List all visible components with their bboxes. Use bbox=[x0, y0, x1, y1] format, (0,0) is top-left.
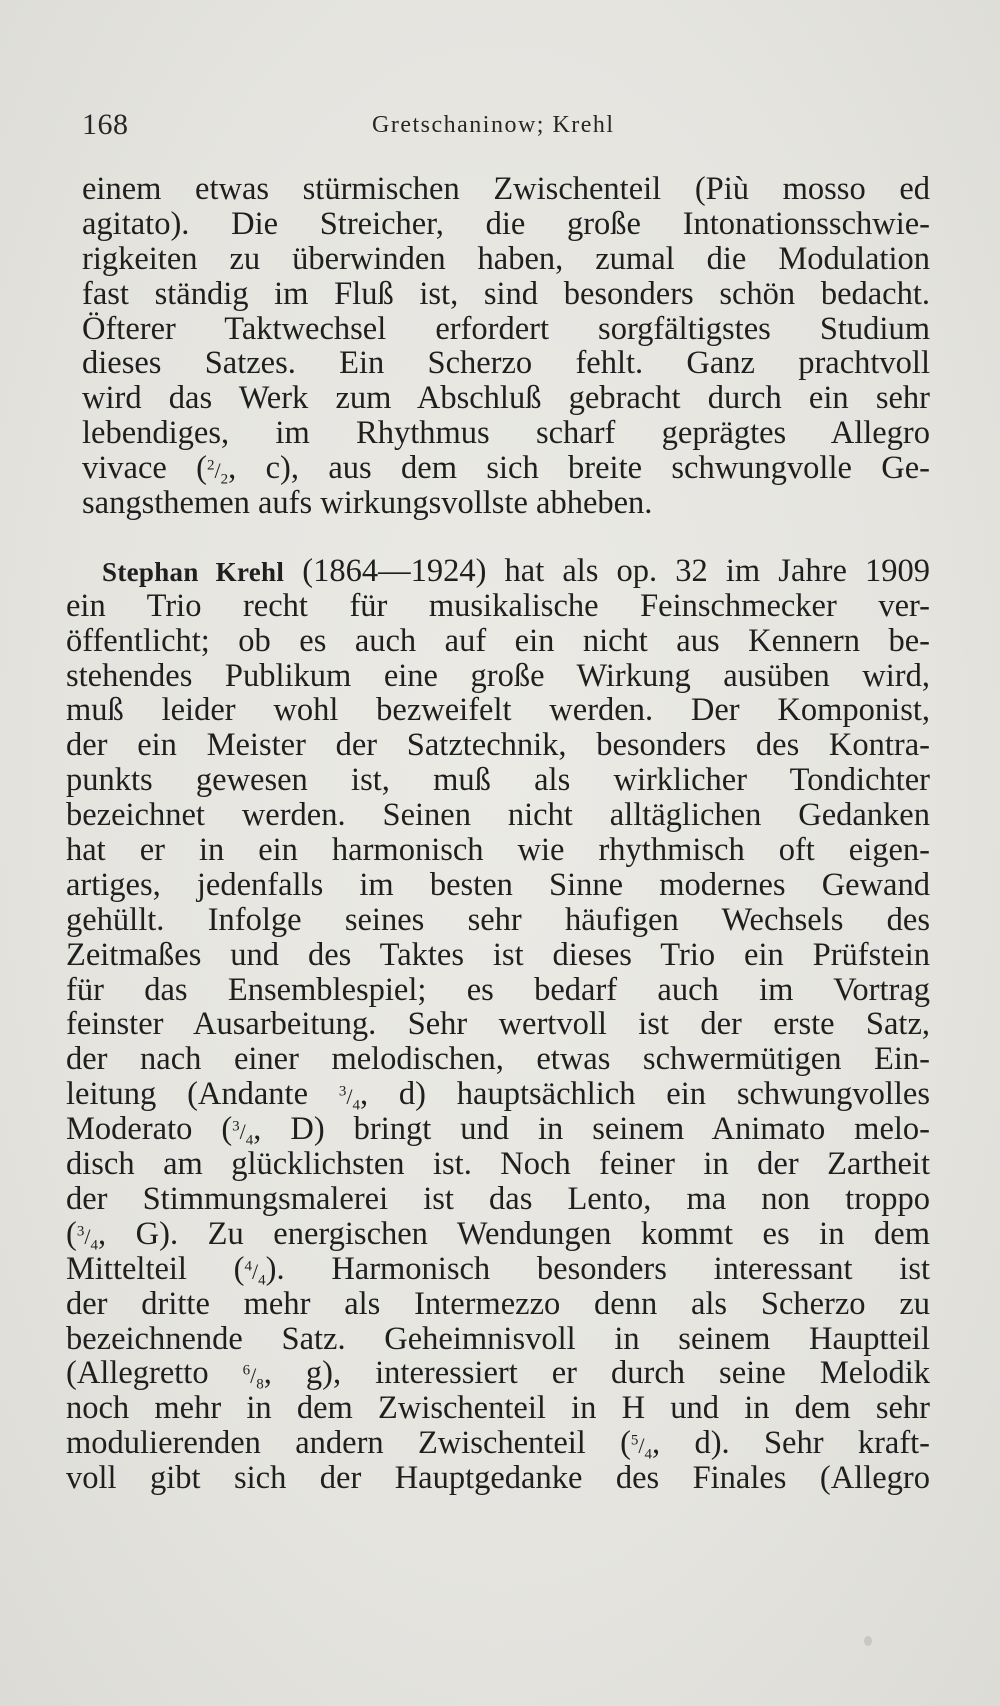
paper-speck bbox=[864, 1636, 872, 1646]
text-line: feinster Ausarbeitung. Sehr wertvoll ist der erste Satz, bbox=[66, 1006, 930, 1043]
time-signature: $^6/_8$ bbox=[242, 1363, 264, 1393]
text-line bbox=[66, 1252, 930, 1287]
fraction-numerator: 5 bbox=[630, 1432, 639, 1449]
text-segment: , d) hauptsächlich ein schwungvolles bbox=[359, 1076, 930, 1113]
text-line: agitato). Die Streicher, die große Intonationsschwie- bbox=[82, 205, 930, 242]
text-line bbox=[66, 1356, 930, 1391]
fraction-numerator: 3 bbox=[338, 1083, 347, 1100]
time-signature: $^3/_4$ bbox=[232, 1118, 254, 1149]
text-segment: , d). Sehr kraft- bbox=[652, 1425, 930, 1462]
fraction-denominator: 4 bbox=[245, 1132, 254, 1149]
fraction-numerator: 4 bbox=[244, 1258, 253, 1275]
text-line: artiges, jedenfalls im besten Sinne modernes Gewand bbox=[66, 866, 930, 903]
fraction-numerator: 3 bbox=[232, 1118, 240, 1135]
time-signature: $^5/_4$ bbox=[630, 1432, 653, 1463]
text-segment: ( bbox=[66, 1215, 77, 1252]
text-line: Öfterer Taktwechsel erfordert sorgfältigstes Studium bbox=[82, 310, 930, 347]
page-number: 168 bbox=[82, 108, 129, 141]
text-segment: modulierenden andern Zwischenteil ( bbox=[66, 1425, 631, 1462]
composer-name: Stephan Krehl bbox=[102, 556, 285, 587]
text-line: voll gibt sich der Hauptgedanke des Finales (Allegro bbox=[66, 1460, 930, 1497]
text-line: fast ständig im Fluß ist, sind besonders schön bedacht. bbox=[82, 275, 930, 312]
text-line bbox=[66, 1217, 930, 1252]
running-head: Gretschaninow; Krehl bbox=[372, 112, 615, 138]
text-line: einem etwas stürmischen Zwischenteil (Più mosso ed bbox=[82, 171, 930, 207]
time-signature: $^4/_4$ bbox=[244, 1258, 266, 1289]
text-line: ein Trio recht für musikalische Feinschmecker ver- bbox=[66, 587, 930, 624]
text-line: stehendes Publikum eine große Wirkung ausüben wird, bbox=[66, 657, 930, 694]
fraction-denominator: 4 bbox=[90, 1237, 98, 1254]
text-segment: , G). Zu energischen Wendungen kommt es in dem bbox=[97, 1215, 930, 1252]
text-line: der dritte mehr als Intermezzo denn als Scherzo zu bbox=[66, 1285, 930, 1322]
time-signature: $^2/_2$ bbox=[207, 457, 229, 488]
text-segment: , c), aus dem sich breite schwungvolle Ge- bbox=[228, 450, 930, 487]
text-line: der nach einer melodischen, etwas schwermütigen Ein- bbox=[66, 1041, 930, 1078]
fraction-numerator: 3 bbox=[76, 1223, 85, 1240]
text-line bbox=[66, 1426, 930, 1461]
text-line: bezeichnet werden. Seinen nicht alltäglichen Gedanken bbox=[66, 797, 930, 834]
body-text bbox=[66, 172, 930, 1496]
text-line bbox=[66, 1112, 930, 1147]
fraction-denominator: 4 bbox=[258, 1272, 266, 1289]
paragraph-krehl bbox=[66, 554, 930, 1496]
text-line: bezeichnende Satz. Geheimnisvoll in seinem Hauptteil bbox=[66, 1320, 930, 1357]
time-signature: $^3/_4$ bbox=[76, 1223, 98, 1254]
paragraph-gretschaninow bbox=[66, 172, 930, 521]
fraction-denominator: 4 bbox=[352, 1097, 360, 1114]
text-segment: Moderato ( bbox=[66, 1111, 233, 1148]
fraction-denominator: 8 bbox=[256, 1376, 264, 1393]
text-line: für das Ensemblespiel; es bedarf auch im Vortrag bbox=[66, 971, 930, 1008]
text-line: sangsthemen aufs wirkungsvollste abheben. bbox=[82, 485, 653, 522]
fraction-numerator: 2 bbox=[207, 457, 215, 474]
text-line: rigkeiten zu überwinden haben, zumal die Modulation bbox=[82, 240, 930, 277]
text-line: wird das Werk zum Abschluß gebracht durch ein sehr bbox=[82, 380, 930, 417]
text-line: Zeitmaßes und des Taktes ist dieses Trio ein Prüfstein bbox=[66, 936, 930, 973]
text-line: hat er in ein harmonisch wie rhythmisch oft eigen- bbox=[66, 832, 930, 869]
text-line: öffentlicht; ob es auch auf ein nicht aus Kennern be- bbox=[66, 622, 930, 659]
text-segment: leitung (Andante bbox=[66, 1076, 339, 1113]
text-line: punkts gewesen ist, muß als wirklicher Tondichter bbox=[66, 762, 930, 799]
text-segment: Mittelteil ( bbox=[66, 1250, 245, 1287]
time-signature: $^3/_4$ bbox=[338, 1083, 360, 1114]
text-line: lebendiges, im Rhythmus scharf geprägtes Allegro bbox=[82, 415, 930, 452]
text-segment: ). Harmonisch besonders interessant ist bbox=[265, 1250, 930, 1287]
text-line: disch am glücklichsten ist. Noch feiner in der Zartheit bbox=[66, 1146, 930, 1183]
text-line: noch mehr in dem Zwischenteil in H und in dem sehr bbox=[66, 1390, 930, 1427]
text-segment: (Allegretto bbox=[66, 1355, 243, 1392]
text-line: muß leider wohl bezweifelt werden. Der Komponist, bbox=[66, 692, 930, 729]
text-line bbox=[66, 1077, 930, 1112]
text-line: gehüllt. Infolge seines sehr häufigen Wechsels des bbox=[66, 901, 930, 938]
text-segment: vivace ( bbox=[82, 450, 207, 487]
page-header bbox=[82, 108, 932, 144]
text-segment: , g), interessiert er durch seine Melodik bbox=[263, 1355, 930, 1392]
text-line bbox=[82, 451, 930, 486]
text-line: der ein Meister der Satztechnik, besonders des Kontra- bbox=[66, 727, 930, 764]
text-line: der Stimmungsmalerei ist das Lento, ma non troppo bbox=[66, 1180, 930, 1217]
fraction-numerator: 6 bbox=[242, 1363, 251, 1380]
fraction-denominator: 2 bbox=[220, 471, 229, 488]
fraction-denominator: 4 bbox=[644, 1446, 653, 1463]
text-segment: , D) bringt und in seinem Animato melo- bbox=[253, 1111, 930, 1148]
paragraph-spacer bbox=[66, 521, 930, 554]
text-line: dieses Satzes. Ein Scherzo fehlt. Ganz prachtvoll bbox=[82, 345, 930, 382]
text-line bbox=[66, 554, 930, 589]
text-segment: (1864—1924) hat als op. 32 im Jahre 1909 bbox=[284, 552, 930, 589]
